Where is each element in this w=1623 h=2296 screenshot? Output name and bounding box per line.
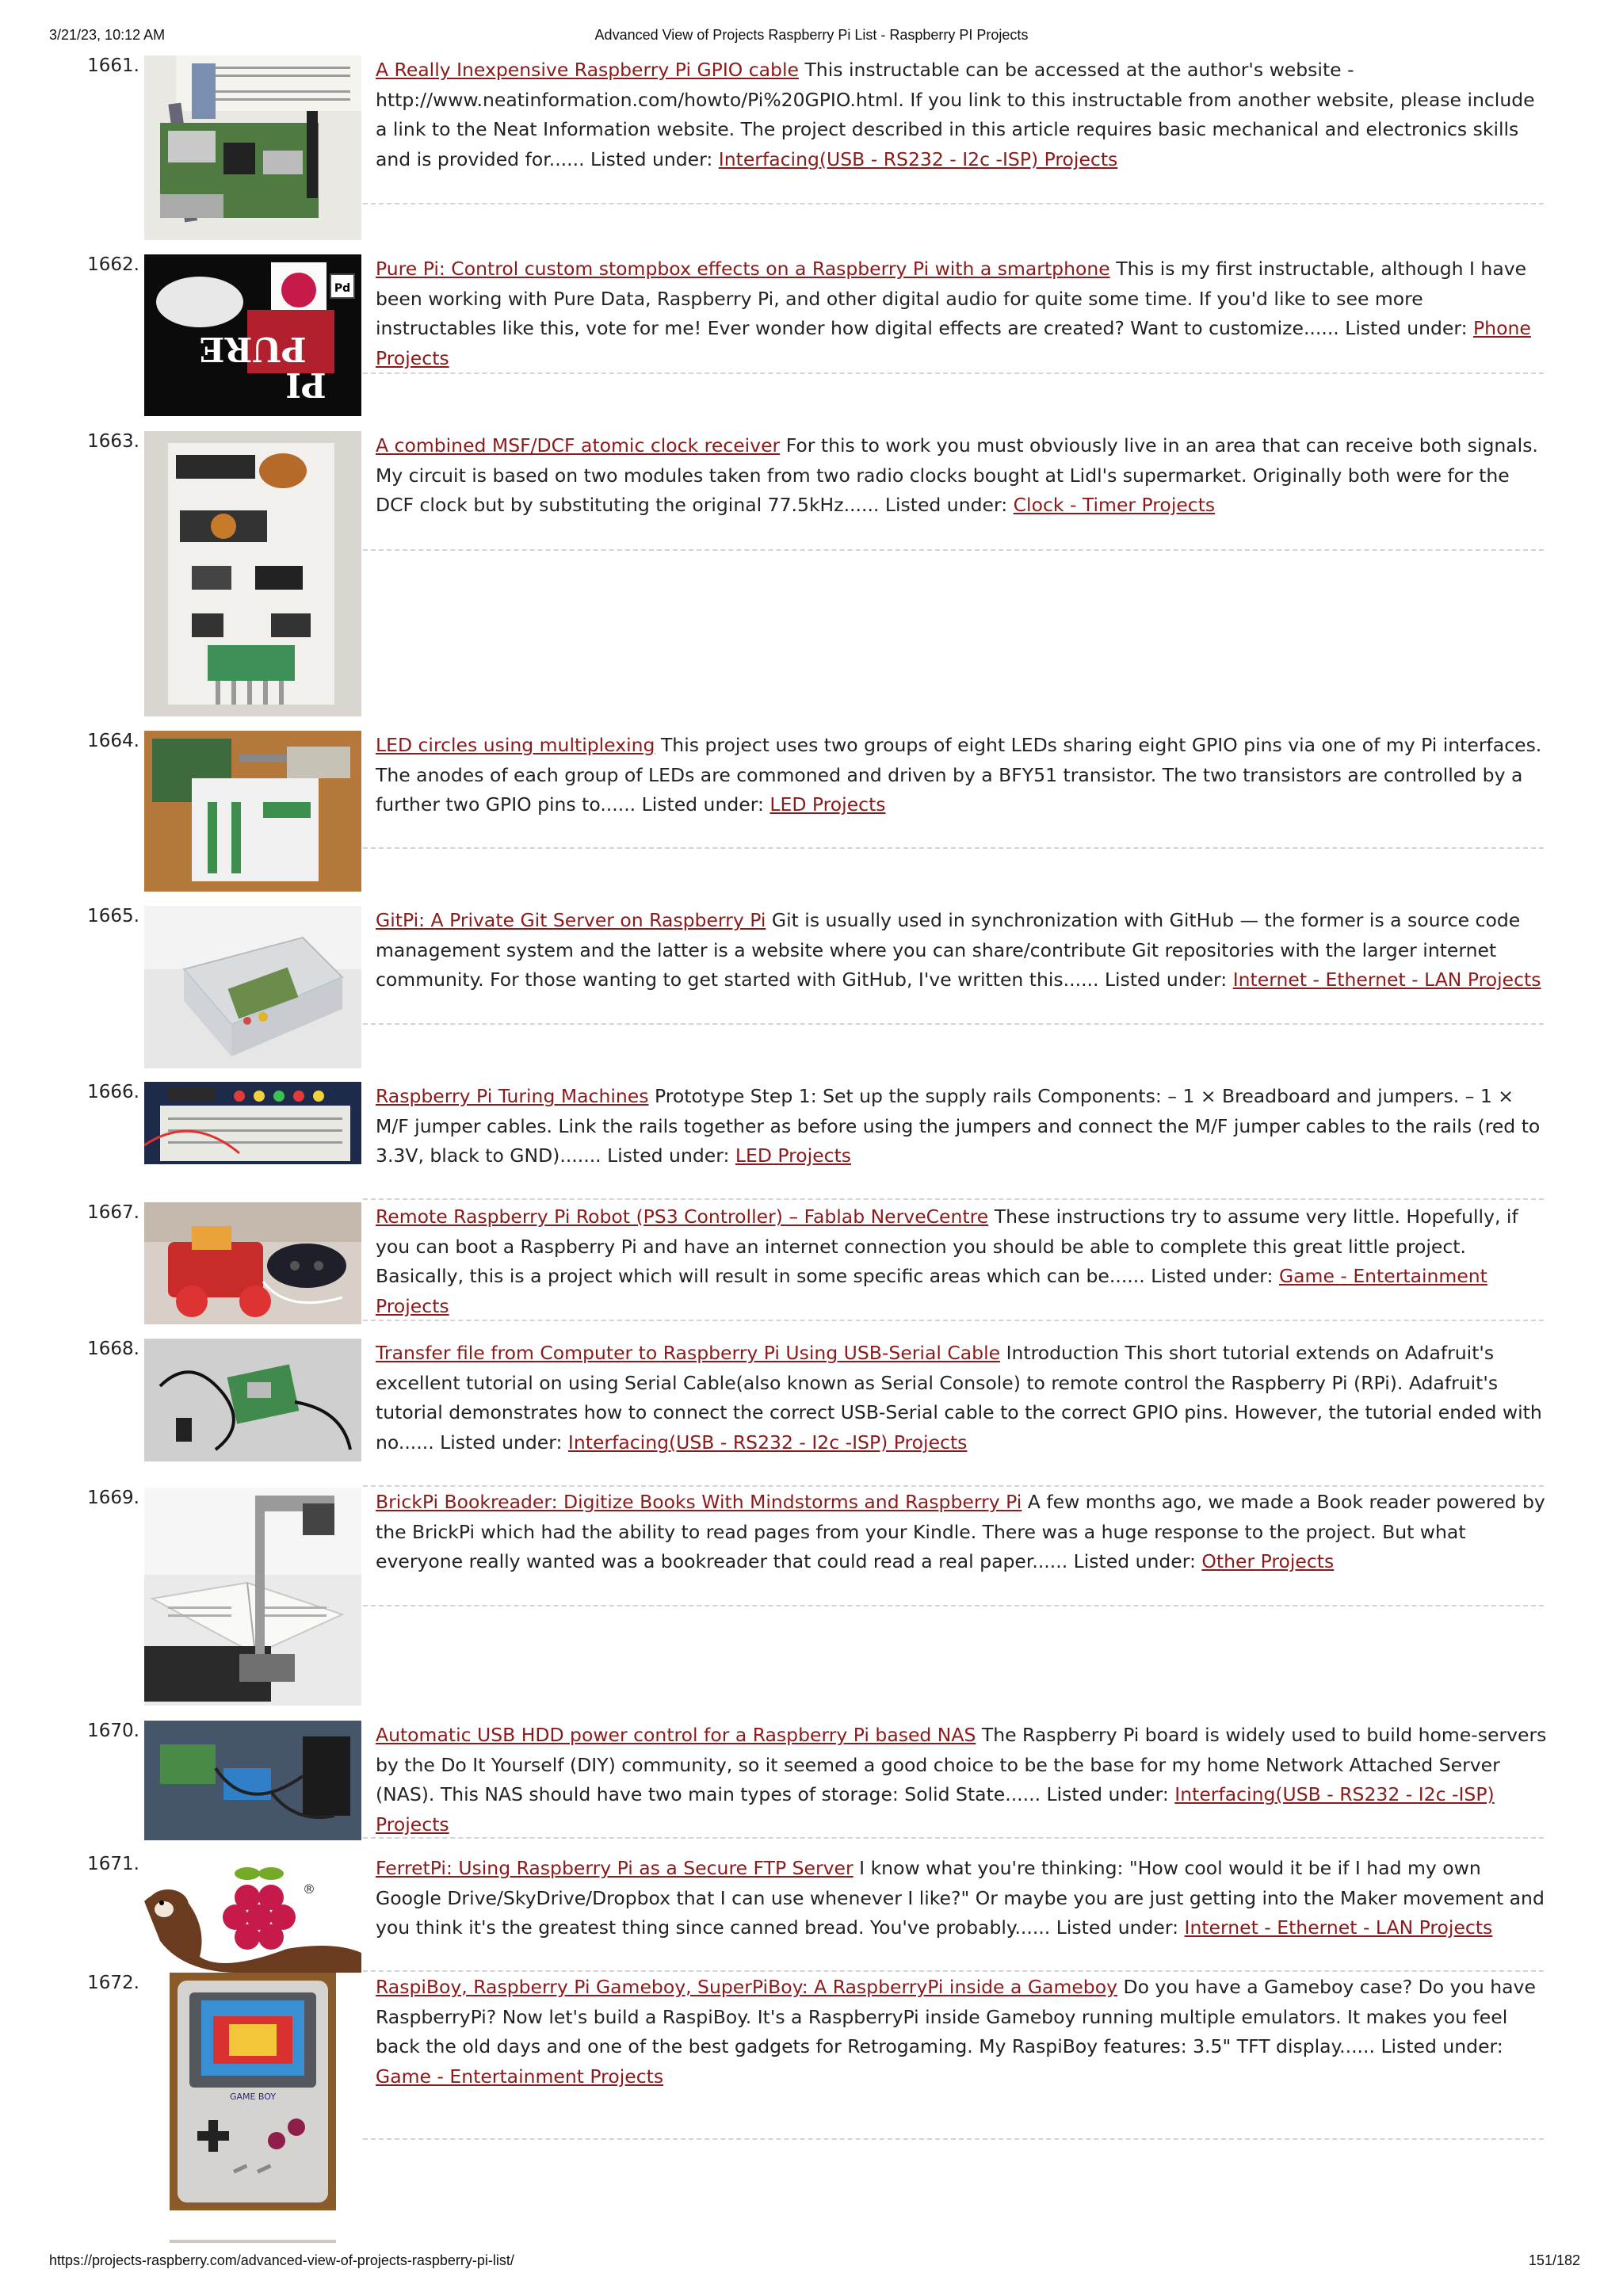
entry-text: Do you have a Gameboy case? Do you have RaspberryPi? Now let's build a RaspiBoy. It's a RaspberryPi inside Gameboy running multiple emulators. It makes you feel back the old days and one of the best gadgets for Retrogaming. My RaspiBoy features: 3.5" TFT display...... [376, 1976, 1536, 2057]
item-number: 1672. [87, 1973, 139, 1993]
gameboy-label: GAME BOY [229, 2092, 277, 2102]
entry-description [376, 1973, 1547, 2092]
entry-text: The Raspberry Pi board is widely used to build home-servers by the Do It Yourself (DIY) community, so it seemed a good choice to be the base for my home Network Attached Server (NAS). This NAS should have two main types of storage: Solid State...... [376, 1724, 1547, 1805]
print-datetime: 3/21/23, 10:12 AM [49, 27, 166, 43]
entry-text: For this to work you must obviously live in an area that can receive both signals. My circuit is based on two modules taken from two radio clocks bought at Lidl's supermarket. Originally both were for the DCF clock but by substituting the original 77.5kHz...... [376, 434, 1538, 516]
project-link[interactable]: Transfer file from Computer to Raspberry Pi Using USB-Serial Cable [376, 1342, 1001, 1364]
entry-divider [363, 372, 1544, 374]
entry-text: These instructions try to assume very little. Hopefully, if you can boot a Raspberry Pi and have an internet connection you should be able to complete this great little project. Basically, this is a project which will result in some specific areas which can be...... [376, 1205, 1518, 1287]
project-link[interactable]: Raspberry Pi Turing Machines [376, 1085, 649, 1107]
project-thumbnail[interactable] [144, 254, 361, 416]
item-number: 1667. [87, 1202, 139, 1223]
entry-divider [363, 847, 1544, 849]
item-number: 1663. [87, 431, 139, 452]
entry-divider [363, 1023, 1544, 1025]
print-page-title: Advanced View of Projects Raspberry Pi List - Raspberry PI Projects [594, 27, 1029, 43]
entry-description [376, 731, 1547, 820]
item-number: 1666. [87, 1082, 139, 1102]
entry-divider [363, 549, 1544, 551]
item-number: 1668. [87, 1339, 139, 1359]
item-number: 1669. [87, 1488, 139, 1508]
entry-description [376, 1202, 1547, 1321]
entry-text: This project uses two groups of eight LEDs sharing eight GPIO pins via one of my Pi interfaces. The anodes of each group of LEDs are commoned and driven by a BFY51 transistor. The two transistors are controlled by a further two GPIO pins to...... [376, 734, 1542, 816]
listed-under-label: Listed under: [1046, 1783, 1169, 1805]
project-thumbnail[interactable] [144, 731, 361, 892]
registered-mark: ® [303, 1881, 315, 1897]
category-link[interactable]: LED Projects [735, 1144, 852, 1167]
entry-text: I know what you're thinking: "How cool would it be if I had my own Google Drive/SkyDrive/Dropbox that I can use whenever I like?" Or maybe you are just getting into the Maker movement and you think it's the greatest thing since canned bread. You've probably...... [376, 1857, 1545, 1939]
listed-under-label: Listed under: [884, 494, 1008, 516]
print-header [0, 0, 1623, 48]
listed-under-label: Listed under: [1073, 1550, 1196, 1572]
project-thumbnail[interactable] [144, 1339, 361, 1461]
entry-description [376, 906, 1547, 995]
listed-under-label: Listed under: [1056, 1916, 1179, 1939]
category-link[interactable]: Interfacing(USB - RS232 - I2c -ISP) Projects [718, 147, 1118, 170]
project-thumbnail[interactable] [144, 1488, 361, 1706]
entry-description [376, 1339, 1547, 1457]
entry-description [376, 254, 1547, 373]
next-thumbnail-edge [170, 2240, 336, 2243]
listed-under-label: Listed under: [1345, 317, 1468, 339]
item-number: 1664. [87, 731, 139, 751]
listed-under-label: Listed under: [1381, 2035, 1503, 2057]
print-footer [0, 2248, 1623, 2279]
category-link[interactable]: Phone Projects [376, 317, 1531, 369]
listed-under-label: Listed under: [440, 1431, 563, 1454]
pure-text: PURE [199, 330, 307, 369]
project-link[interactable]: A combined MSF/DCF atomic clock receiver [376, 434, 781, 457]
entry-divider [363, 1970, 1544, 1972]
listed-under-label: Listed under: [1151, 1265, 1274, 1287]
entry-divider [363, 203, 1544, 204]
category-link[interactable]: LED Projects [769, 793, 886, 816]
item-number: 1671. [87, 1854, 139, 1874]
entry-description [376, 1082, 1547, 1171]
category-link[interactable]: Interfacing(USB - RS232 - I2c -ISP) Projects [567, 1431, 968, 1454]
project-link[interactable]: A Really Inexpensive Raspberry Pi GPIO cable [376, 59, 799, 81]
print-url: https://projects-raspberry.com/advanced-view-of-projects-raspberry-pi-list/ [49, 2252, 514, 2268]
category-link[interactable]: Interfacing(USB - RS232 - I2c -ISP) Projects [376, 1783, 1495, 1836]
entry-divider [363, 1485, 1544, 1487]
pd-label: Pd [334, 282, 351, 295]
project-link[interactable]: Automatic USB HDD power control for a Raspberry Pi based NAS [376, 1724, 976, 1746]
entry-divider [363, 1837, 1544, 1839]
project-thumbnail[interactable] [144, 1082, 361, 1164]
entry-divider [363, 2138, 1544, 2140]
project-link[interactable]: RaspiBoy, Raspberry Pi Gameboy, SuperPiBoy: A RaspberryPi inside a Gameboy [376, 1976, 1117, 1998]
entry-description [376, 1854, 1547, 1943]
category-link[interactable]: Internet - Ethernet - LAN Projects [1232, 968, 1541, 991]
item-number: 1661. [87, 55, 139, 76]
entry-text: Git is usually used in synchronization with GitHub — the former is a source code management system and the latter is a website where you can share/contribute Git repositories with the larger internet community. For those wanting to get started with GitHub, I've written this...... [376, 909, 1521, 991]
entry-divider [363, 1605, 1544, 1606]
entry-description [376, 55, 1547, 174]
category-link[interactable]: Game - Entertainment Projects [376, 1265, 1487, 1317]
listed-under-label: Listed under: [607, 1144, 730, 1167]
entry-text: Introduction This short tutorial extends on Adafruit's excellent tutorial on using Serial Cable(also known as Serial Console) to remote control the Raspberry Pi (RPi). Adafruit's tutorial demonstrates how to connect the correct USB-Serial cable to the correct GPIO pins. However, the tutorial ended with no...... [376, 1342, 1542, 1454]
listed-under-label: Listed under: [1104, 968, 1228, 991]
listed-under-label: Listed under: [641, 793, 764, 816]
project-thumbnail[interactable] [144, 55, 361, 240]
project-link[interactable]: LED circles using multiplexing [376, 734, 655, 756]
print-page-number: 151/182 [1528, 2252, 1580, 2268]
listed-under-label: Listed under: [590, 147, 713, 170]
pi-text: PI [285, 365, 327, 404]
project-thumbnail[interactable] [144, 1854, 361, 1975]
entry-text: This instructable can be accessed at the author's website - http://www.neatinformation.com/howto/Pi%20GPIO.html. If you link to this instructable from another website, please include a link to the Neat Information website. The project described in this article requires basic mechanical and electronics skills and is provided for...... [376, 59, 1535, 170]
project-link[interactable]: GitPi: A Private Git Server on Raspberry Pi [376, 909, 766, 931]
project-thumbnail[interactable] [170, 1973, 336, 2210]
project-link[interactable]: Pure Pi: Control custom stompbox effects on a Raspberry Pi with a smartphone [376, 258, 1110, 280]
item-number: 1670. [87, 1721, 139, 1741]
entry-description [376, 431, 1547, 521]
entry-text: A few months ago, we made a Book reader powered by the BrickPi which had the ability to read pages from your Kindle. There was a huge response to the project. But what everyone really wanted was a bookreader that could read a real paper...... [376, 1491, 1545, 1572]
item-number: 1662. [87, 254, 139, 275]
category-link[interactable]: Internet - Ethernet - LAN Projects [1184, 1916, 1493, 1939]
project-thumbnail[interactable] [144, 906, 361, 1068]
project-thumbnail[interactable] [144, 1202, 361, 1324]
category-link[interactable]: Clock - Timer Projects [1013, 494, 1216, 516]
category-link[interactable]: Game - Entertainment Projects [376, 2065, 664, 2088]
item-number: 1665. [87, 906, 139, 926]
entry-description [376, 1488, 1547, 1577]
category-link[interactable]: Other Projects [1201, 1550, 1335, 1572]
project-link[interactable]: BrickPi Bookreader: Digitize Books With Mindstorms and Raspberry Pi [376, 1491, 1022, 1513]
entry-description [376, 1721, 1547, 1839]
entry-divider [363, 1198, 1544, 1200]
project-thumbnail[interactable] [144, 1721, 361, 1840]
entry-text: This is my first instructable, although I have been working with Pure Data, Raspberry Pi, and other digital audio for quite some time. If you'd like to see more instructables like this, vote for me! Ever wonder how digital effects are created? Want to customize...... [376, 258, 1527, 339]
project-thumbnail[interactable] [144, 431, 361, 716]
project-link[interactable]: FerretPi: Using Raspberry Pi as a Secure FTP Server [376, 1857, 854, 1879]
entry-text: Prototype Step 1: Set up the supply rails Components: – 1 × Breadboard and jumpers. – 1 × M/F jumper cables. Link the rails together as before using the jumpers and connect the M/F jumper cables to the rails (red to 3.3V, black to GND)....... [376, 1085, 1541, 1167]
project-link[interactable]: Remote Raspberry Pi Robot (PS3 Controller) – Fablab NerveCentre [376, 1205, 989, 1228]
entry-divider [363, 1320, 1544, 1321]
